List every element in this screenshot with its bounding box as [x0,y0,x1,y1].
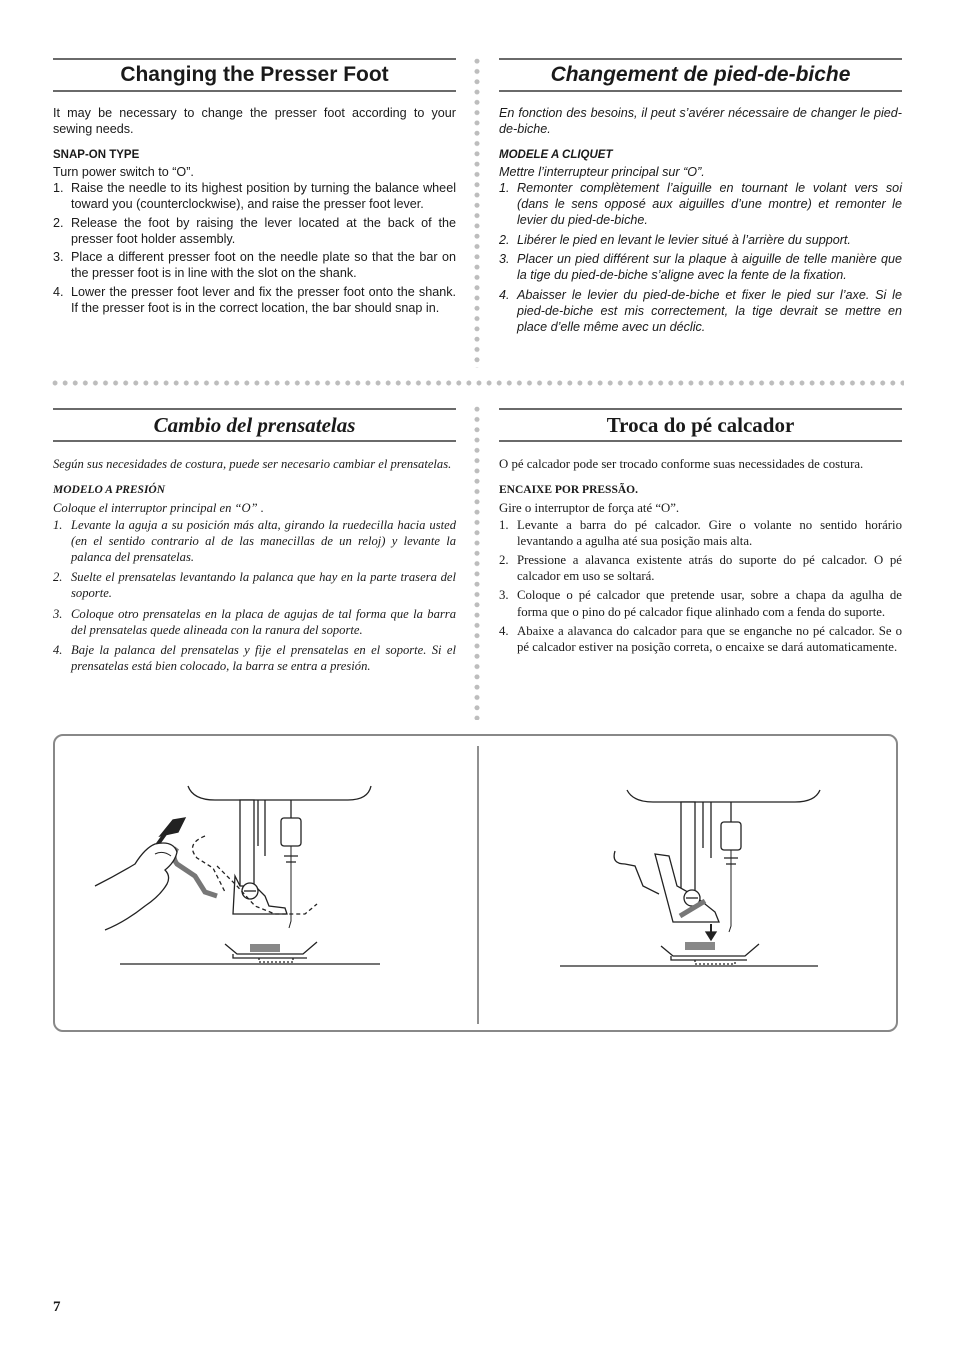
step-number: 3. [53,606,63,621]
step-text: Place a different presser foot on the needle plate so that the bar on the presser foot is in line with the slot on the shank. [71,250,456,281]
section-english [53,58,456,320]
step-item [499,288,902,335]
steps-list [499,517,902,656]
step-number: 4. [53,643,63,658]
power-instruction: Mettre l’interrupteur principal sur “O”. [499,165,705,180]
step-text: Remonter complètement l’aiguille en tournant le volant vers soi (dans le sens opposé aux aiguilles d’une montre) et remonter le levier du pied-de-biche. [517,181,902,227]
section-title: Changement de pied-de-biche [499,58,902,92]
attach-foot-figure [560,790,820,966]
dotted-divider-horizontal [50,380,904,386]
step-text: Abaisser le levier du pied-de-biche et fixer le pied sur l’axe. Si le pied-de-biche est mis correctement, la tige devrait se mettre en place d’elle même avec un déclic. [517,287,902,334]
step-item [499,233,902,249]
needle-clamp [281,818,301,846]
subheading: MODELO A PRESIÓN [53,484,166,497]
intro-text: It may be necessary to change the presser foot according to your sewing needs. [53,106,456,136]
step-text: Suelte el prensatelas levantando la palanca que hay en la parte trasera del soporte. [71,570,456,601]
power-instruction: Gire o interruptor de força até “O”. [499,501,680,516]
section-spanish [53,408,456,678]
power-instruction: Coloque el interruptor principal en “O” . [53,501,264,516]
foot-bar [250,944,280,952]
step-text: Libérer le pied en levant le levier situé à l’arrière du support. [517,232,851,247]
section-title: Troca do pé calcador [499,408,902,442]
section-portuguese [499,408,902,658]
step-number: 4. [499,623,509,638]
step-item [53,181,456,213]
finger-hand [95,843,177,930]
step-text: Coloque o pé calcador que pretende usar, sobre a chapa da agulha de forma que o pino do pé calcador fique alinhado com a fenda do suporte. [517,588,902,619]
step-item [499,587,902,619]
needle-clamp [721,822,741,850]
step-number: 3. [499,252,510,267]
step-number: 3. [499,588,509,603]
step-item [53,216,456,248]
step-item [53,285,456,317]
step-number: 1. [53,181,64,196]
step-number: 1. [53,517,63,532]
step-number: 2. [499,553,509,568]
step-text: Coloque otro prensatelas en la placa de agujas de tal forma que la barra del prensatelas quede alineada con la ranura del soporte. [71,606,456,637]
subheading: ENCAIXE POR PRESSÃO. [499,484,638,497]
steps-list [53,517,456,675]
step-text: Release the foot by raising the lever located at the back of the presser foot holder assembly. [71,215,456,246]
section-title: Cambio del prensatelas [53,408,456,442]
step-text: Abaixe a alavanca do calcador para que se enganche no pé calcador. Se o pé calcador estiver na posição correta, o encaixe se dará automaticamente. [517,623,902,655]
holder-bar [703,802,711,858]
step-item [499,623,902,655]
step-item [53,250,456,282]
page-number: 7 [53,1299,61,1315]
step-text: Raise the needle to its highest position by turning the balance wheel toward you (counterclockwise), and raise the presser foot lever. [71,181,456,211]
intro-text: O pé calcador pode ser trocado conforme suas necessidades de costura. [499,457,864,471]
dotted-divider-vertical-top [474,56,480,368]
section-title: Changing the Presser Foot [53,58,456,92]
illustration-box [53,734,898,1032]
lever-arm [614,851,659,894]
step-text: Lower the presser foot lever and fix the presser foot onto the shank. If the presser foot is in the correct location, the bar should snap in. [71,284,456,315]
machine-arm [627,790,820,802]
needle [729,850,731,932]
dotted-divider-vertical-bottom [474,404,480,720]
step-number: 2. [53,570,63,585]
step-number: 2. [53,215,64,230]
presser-foot-illustration [55,736,896,1030]
release-lever [174,848,217,896]
step-item [53,606,456,638]
release-foot-figure [95,786,380,964]
intro-text: Según sus necesidades de costura, puede ser necesario cambiar el prensatelas. [53,457,452,471]
step-item [499,252,902,284]
machine-arm [188,786,371,800]
down-arrow-icon [706,932,716,940]
steps-list [53,181,456,316]
step-number: 1. [499,517,509,532]
step-number: 2. [499,232,510,247]
presser-bar [240,800,254,890]
step-number: 4. [499,287,510,302]
step-text: Placer un pied différent sur la plaque à aiguille de telle manière que la tige du pied-de-biche s’aligne avec la fente de la fixation. [517,252,902,283]
intro-text: En fonction des besoins, il peut s’avérer nécessaire de changer le pied-de-biche. [499,106,902,136]
step-number: 4. [53,284,64,299]
step-item [53,517,456,566]
subheading: SNAP-ON TYPE [53,148,140,161]
steps-list [499,181,902,335]
step-text: Levante la aguja a su posición más alta, girando la ruedecilla hacia usted (en el sentido contrario al de las manecillas de un reloj) y levante la palanca del prensatelas. [71,517,456,565]
subheading: MODELE A CLIQUET [499,148,613,161]
step-number: 1. [499,181,510,196]
step-item [53,569,456,601]
section-french [499,58,902,339]
step-item [499,517,902,549]
step-number: 3. [53,250,64,265]
foot-bar [685,942,715,950]
needle [289,846,291,928]
power-instruction: Turn power switch to “O”. [53,165,194,180]
step-text: Levante a barra do pé calcador. Gire o volante no sentido horário levantando a agulha até sua posição mais alta. [517,517,902,548]
presser-bar [681,802,695,894]
step-item [499,552,902,584]
step-text: Pressione a alavanca existente atrás do suporte do pé calcador. O pé calcador em uso se soltará. [517,553,902,584]
step-text: Baje la palanca del prensatelas y fije el prensatelas en el soporte. Si el prensatelas está bien colocado, la barra se entra a presión. [71,643,456,674]
holder-bar [258,800,265,856]
step-item [53,642,456,674]
step-item [499,181,902,228]
